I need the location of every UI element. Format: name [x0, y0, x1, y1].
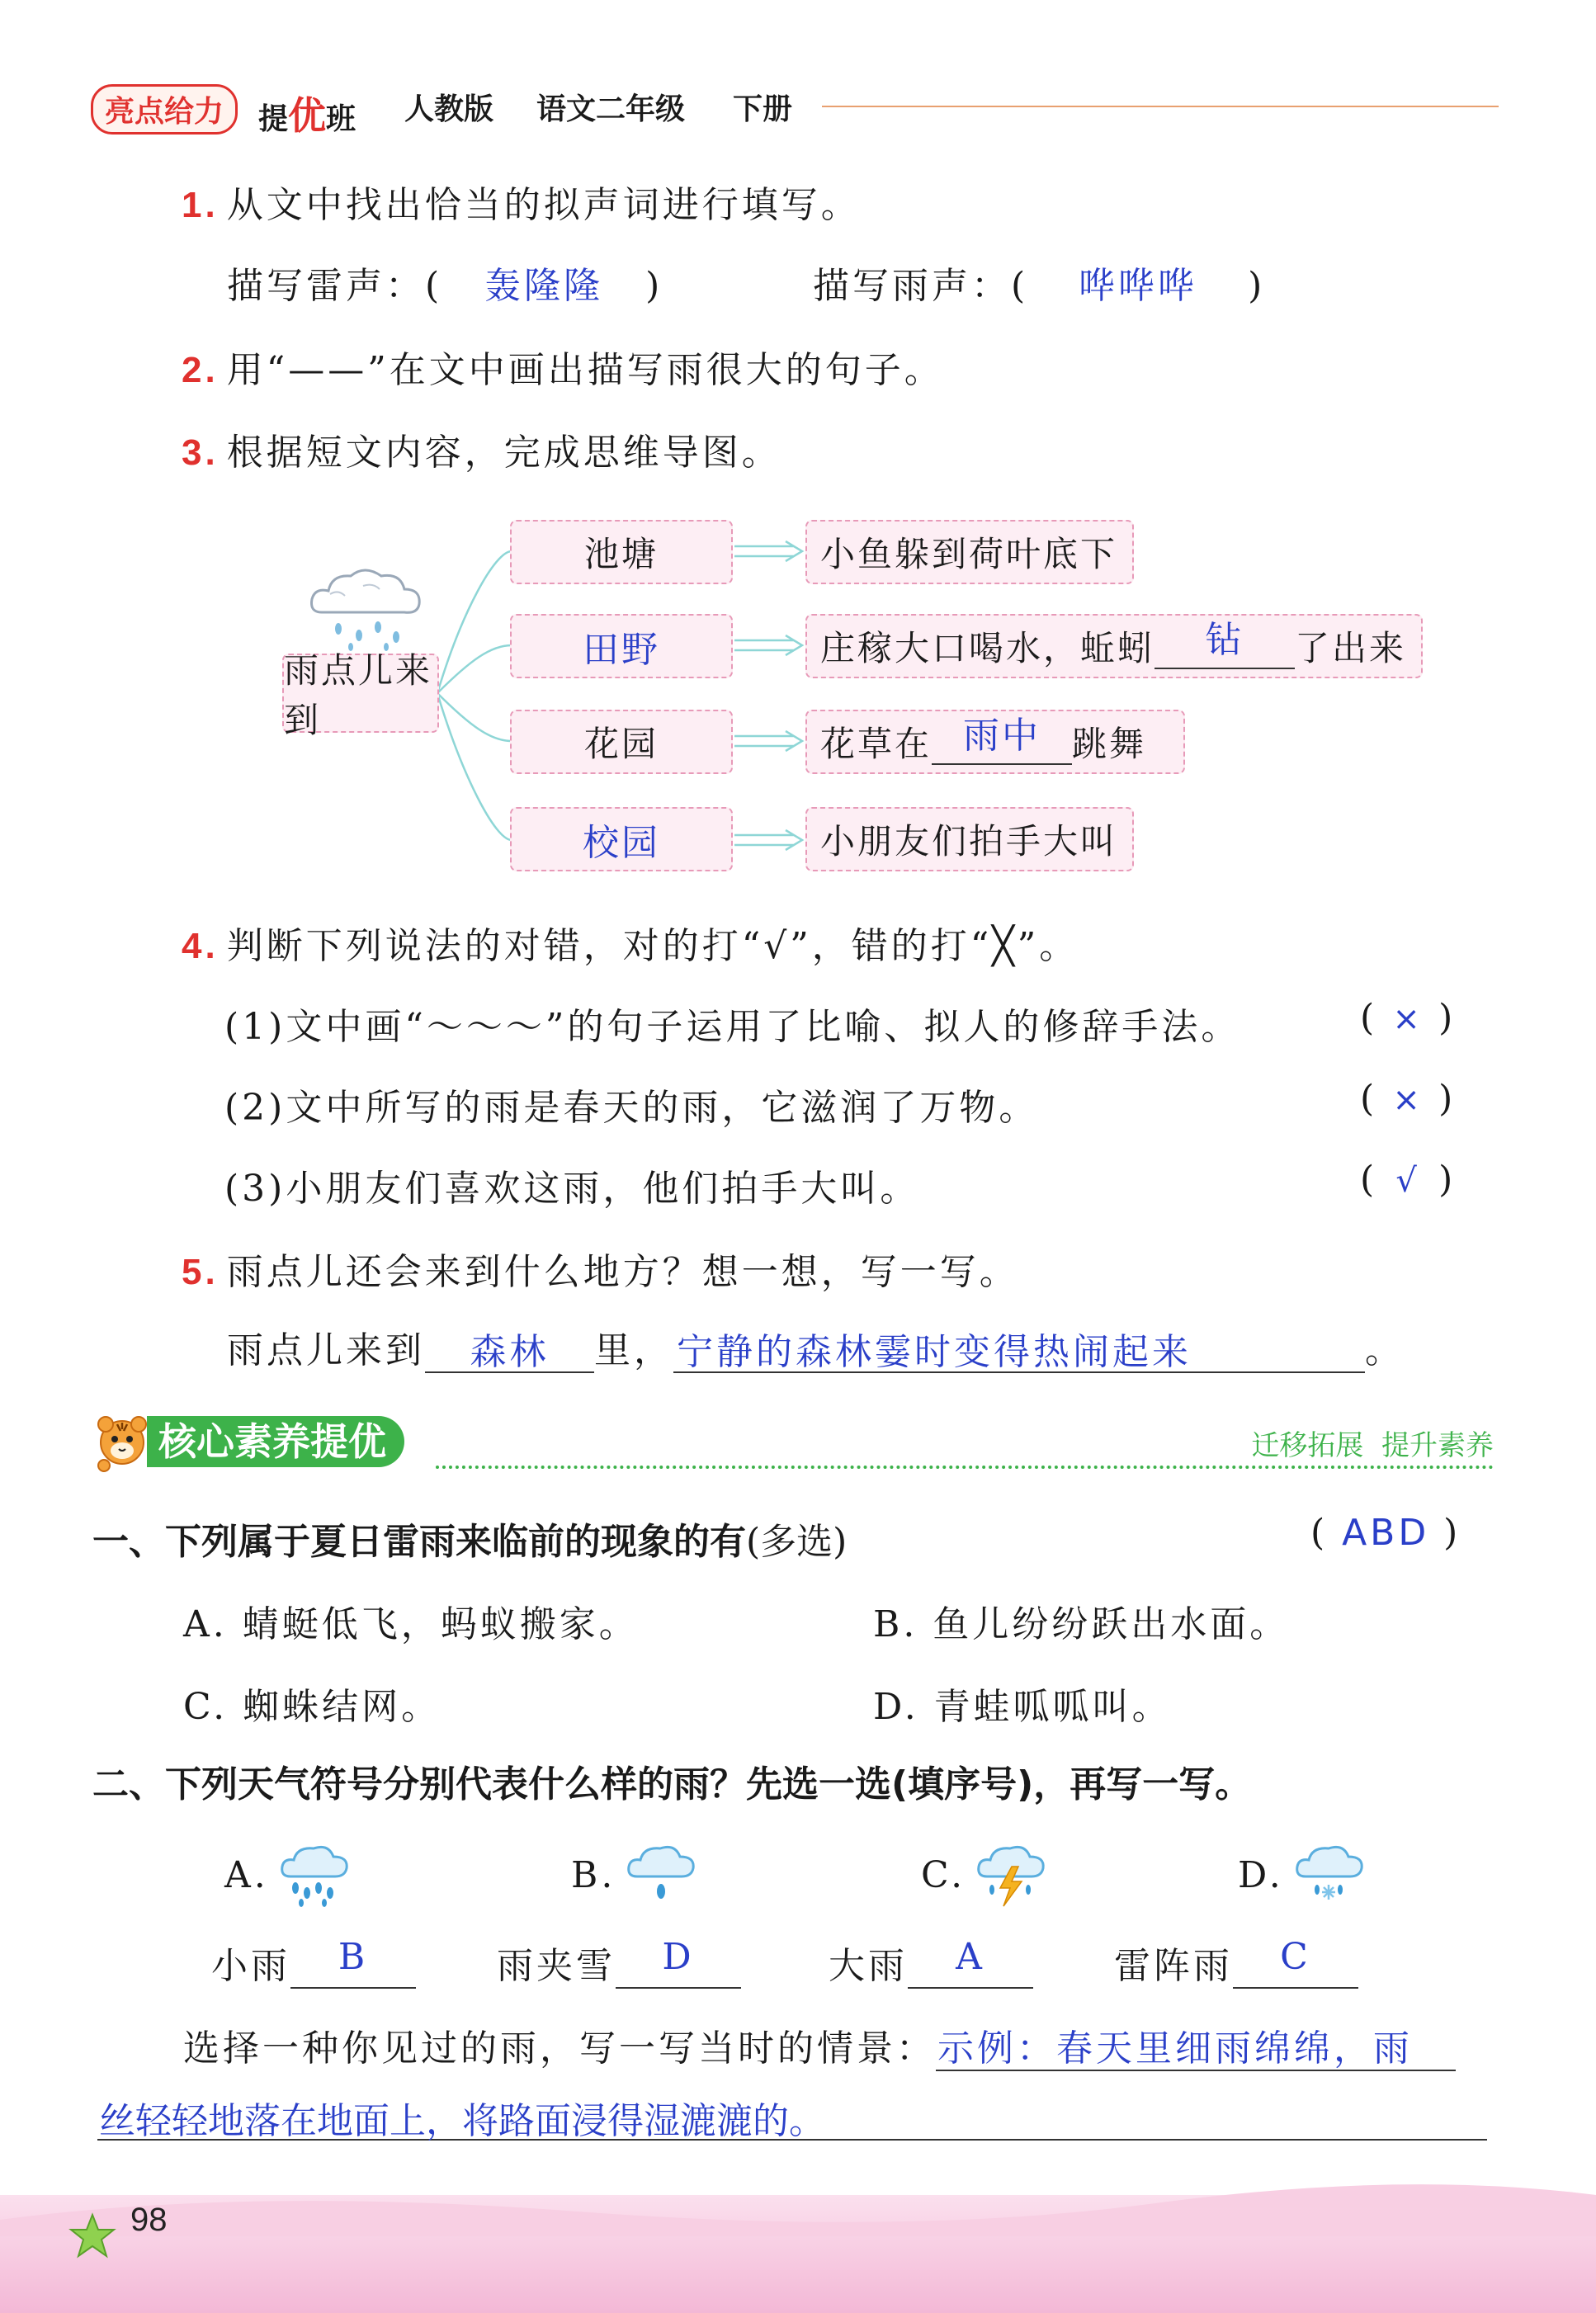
q5-answer-line: 雨点儿来到 森林 里， 宁静的森林霎时变得热闹起来 。 — [227, 1320, 1405, 1373]
question-1-answers: 描写雷声：( 轰隆隆 ) — [227, 256, 663, 309]
question-2: 2. 用“——”在文中画出描写雨很大的句子。 — [182, 349, 944, 391]
q4-item-3: (3)小朋友们喜欢这雨，他们拍手大叫。 — [224, 1168, 920, 1210]
answer-blank-2: 钻 — [1155, 623, 1295, 669]
write-line-1: 示例：春天里细雨绵绵，雨 — [936, 2022, 1456, 2071]
part-1-answer: ( ABD ) — [1310, 1512, 1461, 1554]
brand-text: 亮点给力 — [105, 95, 224, 129]
footer-wave — [0, 2170, 1596, 2236]
part-1-title: 一、下列属于夏日雷雨来临前的现象的有(多选) — [92, 1521, 848, 1563]
question-4: 4. 判断下列说法的对错，对的打“√”，错的打“╳”。 — [182, 925, 1079, 967]
brand-badge — [91, 84, 238, 135]
volume-label: 下册 — [733, 92, 793, 126]
place-box-3: 花园 — [510, 710, 733, 774]
q4-item-1: (1)文中画“～～～”的句子运用了比喻、拟人的修辞手法。 — [224, 1006, 1241, 1048]
q5-sentence-blank: 宁静的森林霎时变得热闹起来 — [673, 1325, 1365, 1373]
option-d: D. 青蛙呱呱叫。 — [873, 1686, 1172, 1728]
star-icon — [68, 2212, 117, 2261]
q4-answer-1: ( × ) — [1360, 997, 1457, 1039]
place-box-4: 校园 — [510, 807, 733, 871]
place-box-1: 池塘 — [510, 520, 733, 584]
section-dotted-rule — [436, 1466, 1494, 1469]
option-a: A. 蜻蜓低飞，蚂蚁搬家。 — [183, 1603, 639, 1645]
result-box-4: 小朋友们拍手大叫 — [805, 807, 1134, 871]
section-subtitle: 迁移拓展 提升素养 — [1251, 1429, 1494, 1462]
header-rule — [822, 106, 1499, 107]
q5-place-blank: 森林 — [425, 1325, 594, 1373]
result-box-2: 庄稼大口喝水，蚯蚓 钻 了出来 — [805, 614, 1423, 678]
result-box-3: 花草在 雨中 跳舞 — [805, 710, 1185, 774]
fill-thunderstorm: 雷阵雨 C — [1114, 1936, 1358, 1989]
place-box-2: 田野 — [510, 614, 733, 678]
write-prompt: 选择一种你见过的雨，写一写当时的情景： 示例：春天里细雨绵绵，雨 — [183, 2018, 1456, 2071]
mind-map-center: 雨点儿来到 — [282, 654, 439, 733]
answer-blank-3: 雨中 — [932, 719, 1072, 765]
q4-answer-2: ( × ) — [1360, 1078, 1457, 1120]
fill-sleet: 雨夹雪 D — [497, 1936, 741, 1989]
section-banner — [89, 1411, 1494, 1475]
q4-item-2: (2)文中所写的雨是春天的雨，它滋润了万物。 — [224, 1087, 1039, 1129]
heavy-rain-cloud-icon — [277, 1842, 352, 1908]
symbol-b: B. — [571, 1842, 698, 1908]
thunder-answer: 轰隆隆 — [484, 265, 604, 307]
question-1-rain: 描写雨声：( 哗哗哗 ) — [813, 256, 1265, 309]
mind-map — [272, 495, 1444, 891]
thunderstorm-cloud-icon — [974, 1842, 1048, 1908]
page-number: 98 — [130, 2202, 168, 2238]
question-3: 3. 根据短文内容，完成思维导图。 — [182, 432, 781, 474]
fill-light-rain: 小雨 B — [211, 1936, 416, 1989]
rain-cloud-icon — [305, 561, 429, 652]
write-line-2: 丝轻轻地落在地面上，将路面浸得湿漉漉的。 — [97, 2088, 1487, 2141]
q4-answer-3: ( √ ) — [1360, 1159, 1457, 1201]
subject-label: 语文二年级 — [536, 92, 686, 126]
option-c: C. 蜘蛛结网。 — [183, 1686, 441, 1728]
edition-label: 人教版 — [404, 92, 494, 126]
result-box-1: 小鱼躲到荷叶底下 — [805, 520, 1134, 584]
rain-answer: 哗哗哗 — [1079, 265, 1198, 307]
light-rain-cloud-icon — [624, 1842, 698, 1908]
section-title: 核心素养提优 — [147, 1416, 404, 1467]
option-b: B. 鱼儿纷纷跃出水面。 — [873, 1603, 1290, 1645]
symbol-a: A. — [224, 1842, 352, 1908]
series-name: 提优班 — [258, 93, 357, 138]
part-2-title: 二、下列天气符号分别代表什么样的雨？先选一选(填序号)，再写一写。 — [92, 1763, 1252, 1806]
symbol-c: C. — [921, 1842, 1048, 1908]
page-header — [89, 81, 1500, 138]
symbol-d: D. — [1238, 1842, 1367, 1908]
fill-heavy-rain: 大雨 A — [829, 1936, 1033, 1989]
question-1: 1. 从文中找出恰当的拟声词进行填写。 — [182, 184, 861, 226]
question-5: 5. 雨点儿还会来到什么地方？想一想，写一写。 — [182, 1251, 1019, 1293]
sleet-cloud-icon — [1292, 1842, 1367, 1908]
tiger-mascot-icon — [89, 1411, 155, 1475]
